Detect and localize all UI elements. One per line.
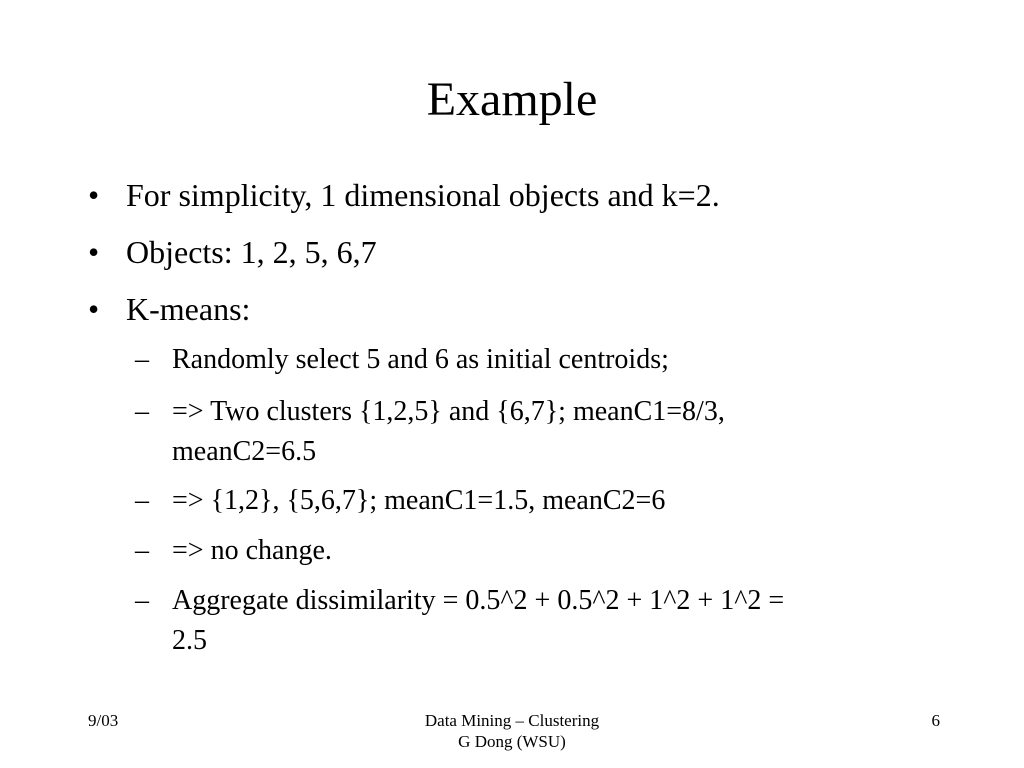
page-number: 6	[931, 711, 940, 730]
subbullet-text-line-2: meanC2=6.5	[172, 436, 317, 467]
subbullet-marker: –	[135, 485, 149, 516]
bullet-text: For simplicity, 1 dimensional objects and k=2.	[126, 177, 720, 213]
bullet-marker: •	[88, 177, 100, 213]
bullet-marker: •	[88, 234, 100, 270]
subbullet-marker: –	[135, 535, 149, 566]
footer-course-info	[362, 710, 662, 752]
subbullet-text: Randomly select 5 and 6 as initial centroids;	[172, 344, 669, 375]
subbullet-marker: –	[135, 396, 149, 427]
slide-title: Example	[426, 73, 598, 126]
subbullet-marker: –	[135, 585, 149, 616]
bullet-marker: •	[88, 291, 100, 327]
footer-course-title: Data Mining – Clustering	[424, 711, 600, 730]
bullet-text: K-means:	[126, 291, 251, 327]
footer-date: 9/03	[88, 711, 119, 730]
footer-author: G Dong (WSU)	[458, 732, 566, 751]
subbullet-marker: –	[135, 344, 149, 375]
subbullet-text: => {1,2}, {5,6,7}; meanC1=1.5, meanC2=6	[172, 485, 666, 516]
bullet-text: Objects: 1, 2, 5, 6,7	[126, 234, 377, 270]
subbullet-text-line-2: 2.5	[172, 625, 207, 656]
subbullet-text-line-1: => Two clusters {1,2,5} and {6,7}; meanC1=8/3,	[172, 396, 725, 427]
subbullet-text-line-1: Aggregate dissimilarity = 0.5^2 + 0.5^2 + 1^2 + 1^2 =	[172, 585, 785, 616]
subbullet-text: => no change.	[172, 535, 332, 566]
